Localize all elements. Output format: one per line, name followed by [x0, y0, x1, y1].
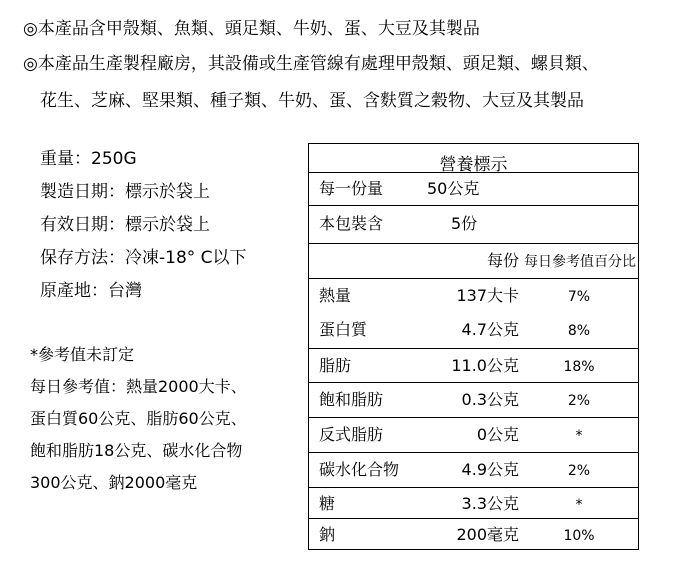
- allergen-statement: ◎本產品含甲殼類、魚類、頭足類、牛奶、蛋、大豆及其製品: [23, 19, 480, 39]
- nutrient-row-saturated-fat: [309, 382, 638, 417]
- nutrient-row-fat: [309, 348, 638, 382]
- column-header-row: [309, 243, 638, 278]
- expiry-date-info: [40, 214, 210, 236]
- weight-info: [40, 148, 137, 170]
- weight-value: 250G: [91, 149, 137, 169]
- serving-size-row: [309, 172, 638, 205]
- nutrient-percent: 2%: [567, 393, 591, 409]
- reference-note: *參考值未訂定: [30, 345, 135, 364]
- nutrient-percent: 8%: [567, 323, 591, 339]
- nutrient-percent: 18%: [563, 359, 595, 375]
- nutrient-row-energy: [309, 278, 638, 313]
- origin-value: 台灣: [108, 281, 142, 301]
- nutrient-name: 鈉: [319, 525, 336, 544]
- nutrient-percent: *: [575, 428, 583, 444]
- nutrient-percent: 2%: [567, 463, 591, 479]
- nutrient-name: 碳水化合物: [319, 460, 400, 479]
- daily-percent-header: 每日參考值百分比: [524, 254, 636, 270]
- per-serving-header: 每份: [486, 251, 519, 270]
- origin-label: 原產地：: [40, 281, 108, 301]
- nutrient-amount: 4.9公克: [461, 460, 519, 479]
- manufacture-date-info: [40, 181, 210, 203]
- nutrient-amount: 4.7公克: [461, 320, 519, 339]
- storage-label: 保存方法：: [40, 248, 125, 268]
- nutrient-name: 蛋白質: [319, 320, 368, 339]
- servings-label: 本包裝含: [319, 214, 384, 233]
- nutrient-amount: 200毫克: [456, 525, 519, 544]
- nutrient-amount: 11.0公克: [451, 356, 519, 375]
- nutrient-row-sodium: [309, 518, 638, 550]
- nutrient-name: 飽和脂肪: [319, 390, 384, 409]
- serving-size-label: 每一份量: [319, 179, 384, 198]
- nutrition-table: [308, 143, 639, 550]
- servings-value: 5份: [451, 214, 478, 233]
- nutrient-amount: 0.3公克: [461, 390, 519, 409]
- daily-reference-line-1: 每日參考值：熱量2000大卡、: [30, 377, 247, 396]
- storage-value: 冷凍-18° C以下: [125, 248, 247, 268]
- daily-reference-line-4: 300公克、鈉2000毫克: [30, 473, 198, 492]
- nutrition-table-title: 營養標示: [439, 155, 508, 175]
- nutrient-row-carbohydrate: [309, 452, 638, 487]
- daily-reference-line-2: 蛋白質60公克、脂肪60公克、: [30, 409, 247, 428]
- nutrient-amount: 137大卡: [456, 286, 519, 305]
- manufacture-date-label: 製造日期：: [40, 182, 125, 202]
- origin-info: [40, 280, 142, 302]
- nutrient-percent: 10%: [563, 528, 595, 544]
- storage-info: [40, 247, 247, 269]
- nutrient-name: 反式脂肪: [319, 425, 384, 444]
- nutrient-row-sugar: [309, 487, 638, 518]
- nutrient-percent: *: [575, 497, 583, 513]
- nutrient-row-trans-fat: [309, 417, 638, 452]
- nutrient-amount: 3.3公克: [461, 494, 519, 513]
- allergen-facility-line-2: 花生、芝麻、堅果類、種子類、牛奶、蛋、含麩質之穀物、大豆及其製品: [40, 91, 584, 111]
- nutrient-percent: 7%: [567, 289, 591, 305]
- servings-row: [309, 205, 638, 243]
- expiry-date-label: 有效日期：: [40, 215, 125, 235]
- expiry-date-value: 標示於袋上: [125, 215, 210, 235]
- manufacture-date-value: 標示於袋上: [125, 182, 210, 202]
- nutrient-row-protein: [309, 313, 638, 348]
- nutrient-name: 熱量: [319, 286, 352, 305]
- serving-size-value: 50公克: [427, 179, 480, 198]
- nutrient-name: 糖: [319, 494, 336, 513]
- nutrient-name: 脂肪: [319, 356, 352, 375]
- weight-label: 重量：: [40, 149, 91, 169]
- nutrient-amount: 0公克: [476, 425, 519, 444]
- allergen-facility-line-1: ◎本產品生產製程廠房，其設備或生產管線有處理甲殼類、頭足類、螺貝類、: [23, 54, 599, 74]
- daily-reference-line-3: 飽和脂肪18公克、碳水化合物: [30, 441, 243, 460]
